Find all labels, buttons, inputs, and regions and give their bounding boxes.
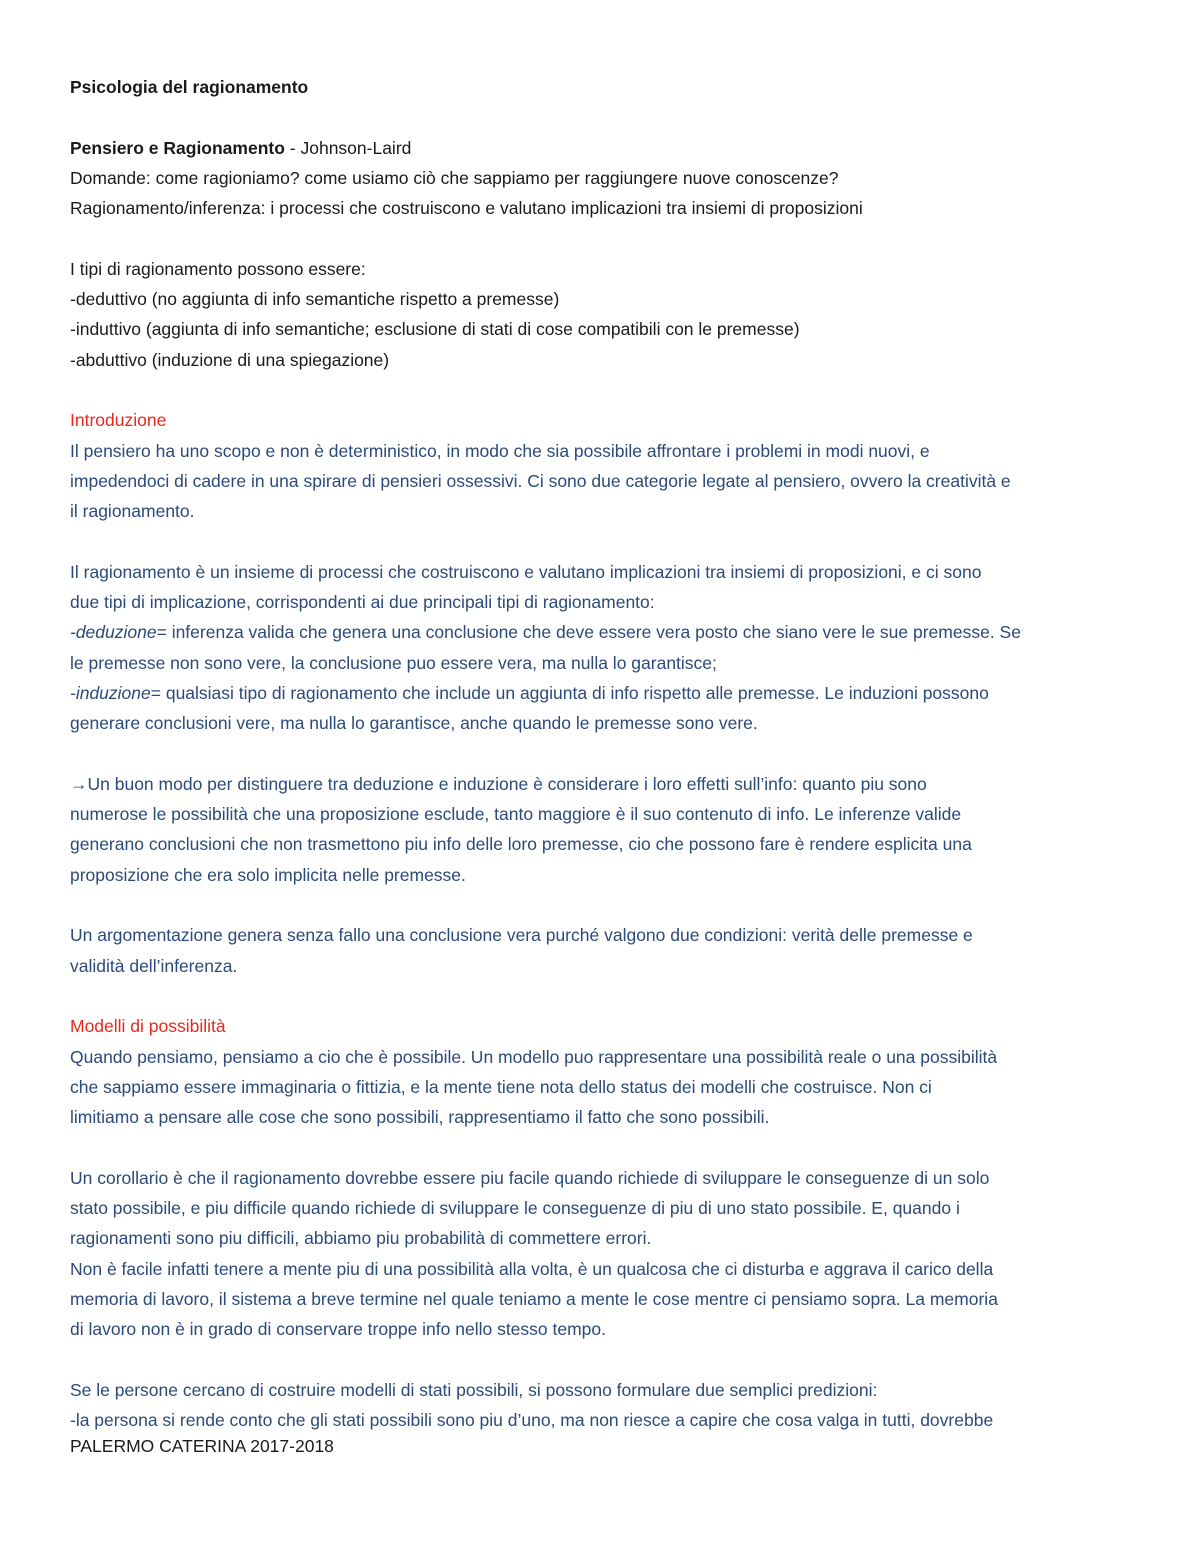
text-line: due tipi di implicazione, corrispondenti ai due principali tipi di ragionamento: [70,592,655,613]
text-line: Quando pensiamo, pensiamo a cio che è possibile. Un modello puo rappresentare una possibilità reale o una possibilità [70,1046,998,1067]
modelli-paragraph-1 [70,1042,1140,1133]
type-item-abduttivo: -abduttivo (induzione di una spiegazione) [70,349,390,370]
book-reference [70,133,1140,163]
page-footer: PALERMO CATERINA 2017-2018 [70,1436,334,1456]
induzione-definition: -induzione= qualsiasi tipo di ragionamento che include un aggiunta di info rispetto alle premesse. Le induzioni possono [70,682,989,703]
deduzione-definition: -deduzione= inferenza valida che genera una conclusione che deve essere vera posto che siano vere le sue premesse. Se [70,622,1021,643]
definition-line: Ragionamento/inferenza: i processi che costruiscono e valutano implicazioni tra insiemi di proposizioni [70,198,863,219]
document-page [70,72,1140,1435]
arrow-right-icon: → [70,773,88,794]
text-line: Se le persone cercano di costruire modelli di stati possibili, si possono formulare due semplici predizioni: [70,1379,878,1400]
introduzione-paragraph-1 [70,436,1140,527]
text-line: Non è facile infatti tenere a mente piu di una possibilità alla volta, è un qualcosa che ci disturba e aggrava il carico della [70,1258,994,1279]
section-heading-introduzione: Introduzione [70,410,167,431]
text-line: ragionamenti sono piu difficili, abbiamo piu probabilità di commettere errori. [70,1228,652,1249]
section-heading-modelli: Modelli di possibilità [70,1016,226,1037]
introduzione-paragraph-2 [70,557,1140,739]
text-line: memoria di lavoro, il sistema a breve termine nel quale teniamo a mente le cose mentre ci pensiamo sopra. La memoria [70,1288,998,1309]
text-line: →Un buon modo per distinguere tra deduzione e induzione è considerare i loro effetti sull’info: quanto piu sono [70,773,927,794]
introduzione-paragraph-3 [70,769,1140,890]
text-line: generare conclusioni vere, ma nulla lo garantisce, anche quando le premesse sono vere. [70,713,758,734]
text-line: Un corollario è che il ragionamento dovrebbe essere piu facile quando richiede di sviluppare le conseguenze di un solo [70,1167,990,1188]
deduzione-term: -deduzione [70,622,157,643]
text-line: Un argomentazione genera senza fallo una conclusione vera purché valgono due condizioni: verità delle premesse e [70,925,973,946]
book-author: - Johnson-Laird [284,137,412,158]
text-line: proposizione che era solo implicita nelle premesse. [70,864,466,885]
text-line: le premesse non sono vere, la conclusione puo essere vera, ma nulla lo garantisce; [70,652,717,673]
type-item-induttivo: -induttivo (aggiunta di info semantiche; esclusione di stati di cose compatibili con le premesse) [70,319,800,340]
text-line: limitiamo a pensare alle cose che sono possibili, rappresentiamo il fatto che sono possibili. [70,1107,770,1128]
modelli-paragraph-3 [70,1375,1140,1436]
modelli-paragraph-2 [70,1163,1140,1345]
text-line: validità dell’inferenza. [70,955,238,976]
domande-line: Domande: come ragioniamo? come usiamo ciò che sappiamo per raggiungere nuove conoscenze? [70,167,839,188]
text-line: Il ragionamento è un insieme di processi che costruiscono e valutano implicazioni tra insiemi di proposizioni, e ci sono [70,561,982,582]
types-heading: I tipi di ragionamento possono essere: [70,258,366,279]
book-title: Pensiero e Ragionamento [70,137,285,158]
introduzione-paragraph-4 [70,920,1140,981]
text-line: stato possibile, e piu difficile quando richiede di sviluppare le conseguenze di piu di uno stato possibile. E, quando i [70,1197,960,1218]
text-line: numerose le possibilità che una proposizione esclude, tanto maggiore è il suo contenuto di info. Le inferenze valide [70,804,962,825]
text-line: Il pensiero ha uno scopo e non è deterministico, in modo che sia possibile affrontare i problemi in modi nuovi, e [70,440,930,461]
induzione-term: -induzione [70,682,151,703]
text-line: impedendoci di cadere in una spirare di pensieri ossessivi. Ci sono due categorie legate al pensiero, ovvero la creatività e [70,470,1011,491]
text-line: di lavoro non è in grado di conservare troppe info nello stesso tempo. [70,1319,607,1340]
document-title: Psicologia del ragionamento [70,77,309,97]
text-line: generano conclusioni che non trasmettono piu info delle loro premesse, cio che possono fare è rendere esplicita una [70,834,972,855]
text-line: -la persona si rende conto che gli stati possibili sono piu d’uno, ma non riesce a capire che cosa valga in tutti, dovrebbe [70,1410,994,1431]
text-line: che sappiamo essere immaginaria o fittizia, e la mente tiene nota dello status dei modelli che costruisce. Non ci [70,1076,932,1097]
text-line: il ragionamento. [70,501,195,522]
type-item-deduttivo: -deduttivo (no aggiunta di info semantiche rispetto a premesse) [70,289,560,310]
